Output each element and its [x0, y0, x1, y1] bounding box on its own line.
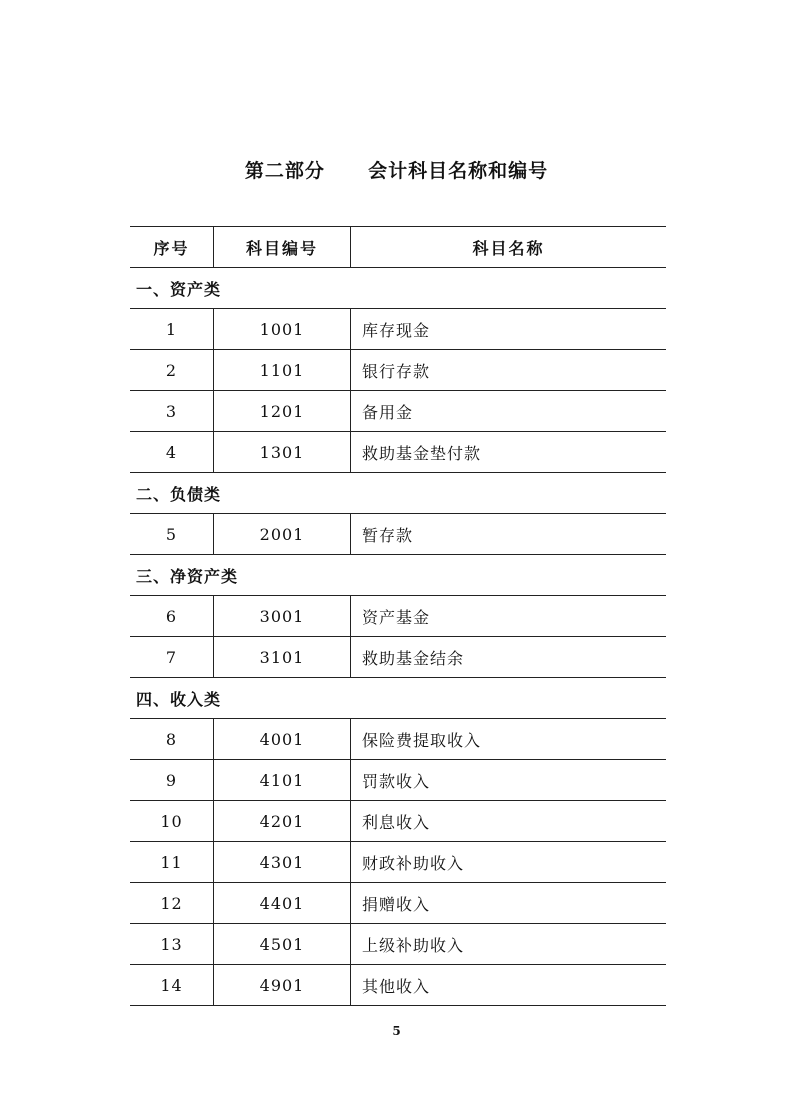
- table-row: [130, 924, 666, 965]
- table-row: [130, 965, 666, 1006]
- row-seq: 2: [130, 350, 214, 390]
- header-seq: 序号: [130, 227, 214, 267]
- row-name: 其他收入: [362, 976, 431, 996]
- table-row: [130, 391, 666, 432]
- row-name: 救助基金结余: [362, 648, 465, 668]
- table-row: [130, 432, 666, 473]
- header-name: 科目名称: [472, 238, 545, 258]
- row-seq: 4: [130, 432, 214, 472]
- page-number: 5: [392, 1024, 401, 1038]
- table-row: [130, 350, 666, 391]
- row-code: 4201: [214, 801, 351, 841]
- category-row: [130, 555, 666, 596]
- table-row: [130, 637, 666, 678]
- row-code: 4901: [214, 965, 351, 1005]
- row-seq: 10: [130, 801, 214, 841]
- row-seq: 7: [130, 637, 214, 677]
- table-row: [130, 801, 666, 842]
- table-header-row: [130, 226, 666, 268]
- category-label: 四、收入类: [136, 689, 222, 709]
- row-code: 4501: [214, 924, 351, 964]
- category-label: 三、净资产类: [136, 566, 239, 586]
- row-seq: 6: [130, 596, 214, 636]
- table-row: [130, 760, 666, 801]
- row-code: 1101: [214, 350, 351, 390]
- table-row: [130, 842, 666, 883]
- category-row: [130, 268, 666, 309]
- table-row: [130, 719, 666, 760]
- row-seq: 12: [130, 883, 214, 923]
- row-seq: 9: [130, 760, 214, 800]
- category-row: [130, 678, 666, 719]
- row-name: 银行存款: [362, 361, 431, 381]
- row-name: 财政补助收入: [362, 853, 465, 873]
- table-row: [130, 514, 666, 555]
- row-code: 2001: [214, 514, 351, 554]
- category-label: 二、负债类: [136, 484, 222, 504]
- row-name: 救助基金垫付款: [362, 443, 482, 463]
- category-row: [130, 473, 666, 514]
- row-seq: 11: [130, 842, 214, 882]
- header-code: 科目编号: [214, 227, 351, 267]
- page-title: 第二部分 会计科目名称和编号: [244, 160, 549, 182]
- row-seq: 1: [130, 309, 214, 349]
- row-name: 罚款收入: [362, 771, 431, 791]
- row-code: 4401: [214, 883, 351, 923]
- category-label: 一、资产类: [136, 279, 222, 299]
- row-name: 上级补助收入: [362, 935, 465, 955]
- row-code: 3001: [214, 596, 351, 636]
- table-row: [130, 883, 666, 924]
- row-seq: 14: [130, 965, 214, 1005]
- row-code: 3101: [214, 637, 351, 677]
- row-code: 4001: [214, 719, 351, 759]
- row-code: 1001: [214, 309, 351, 349]
- table-row: [130, 596, 666, 637]
- row-name: 利息收入: [362, 812, 431, 832]
- row-seq: 5: [130, 514, 214, 554]
- row-code: 1201: [214, 391, 351, 431]
- row-seq: 8: [130, 719, 214, 759]
- row-code: 4301: [214, 842, 351, 882]
- row-code: 4101: [214, 760, 351, 800]
- row-name: 暂存款: [362, 525, 414, 545]
- row-name: 保险费提取收入: [362, 730, 482, 750]
- row-name: 捐赠收入: [362, 894, 431, 914]
- table-row: [130, 309, 666, 350]
- row-name: 备用金: [362, 402, 414, 422]
- row-name: 资产基金: [362, 607, 431, 627]
- accounts-table: [130, 226, 666, 1006]
- row-seq: 3: [130, 391, 214, 431]
- row-seq: 13: [130, 924, 214, 964]
- row-code: 1301: [214, 432, 351, 472]
- row-name: 库存现金: [362, 320, 431, 340]
